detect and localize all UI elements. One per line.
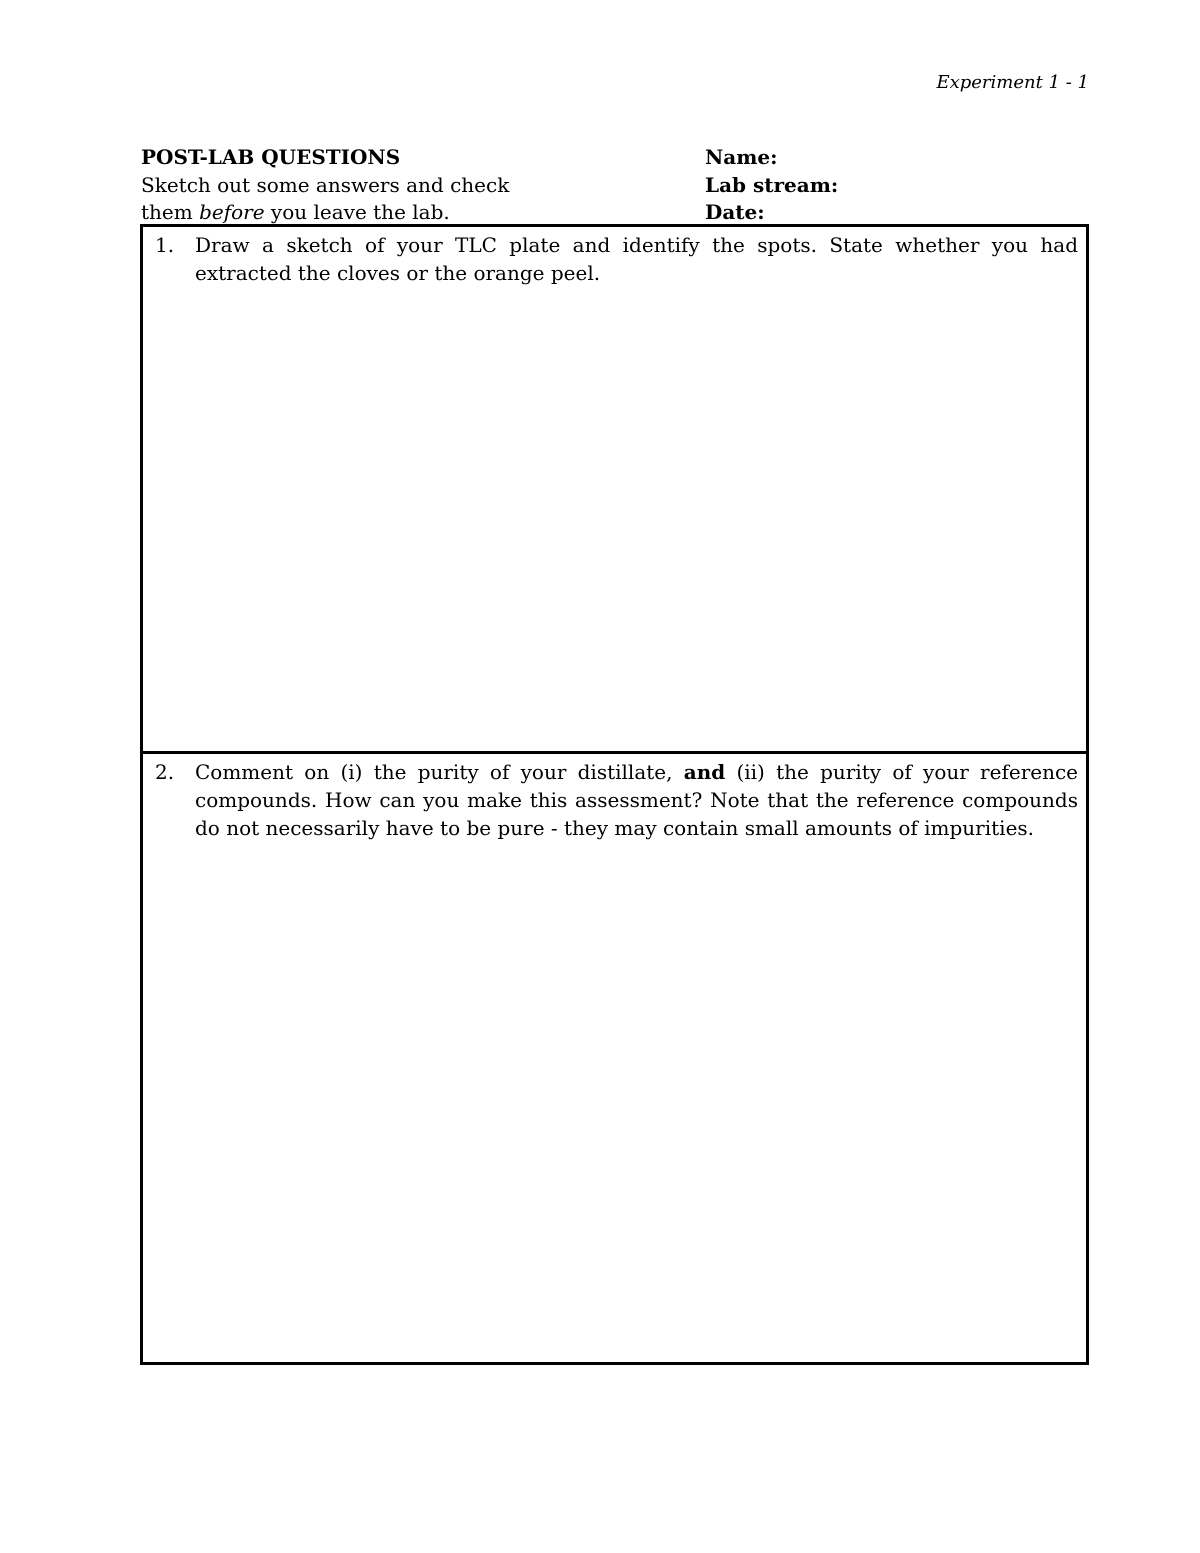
title-block [141, 144, 701, 227]
question-cell-2 [143, 754, 1086, 1362]
question-text: Draw a sketch of your TLC plate and identify the spots. State whether you had extracted the cloves or the orange peel. [195, 233, 1078, 285]
page-header: Experiment 1 - 1 [936, 72, 1089, 93]
answer-area-1[interactable] [143, 297, 1086, 751]
instructions-text: you leave the lab. [264, 200, 450, 224]
lab-stream-field-label: Lab stream: [705, 172, 839, 197]
question-number: 1. [155, 233, 175, 257]
question-number: 2. [155, 760, 175, 784]
instructions-text: them [141, 200, 200, 224]
question-text [195, 758, 1078, 842]
question-text-bold: and [683, 760, 726, 784]
page-title: POST-LAB QUESTIONS [141, 145, 401, 169]
questions-table [140, 224, 1089, 1365]
instructions-line-1: Sketch out some answers and check [141, 172, 510, 197]
name-field-label: Name: [705, 145, 778, 169]
answer-area-2[interactable] [143, 850, 1086, 1362]
date-field-label: Date: [705, 200, 765, 224]
question-cell-1 [143, 227, 1086, 754]
instructions-line-2 [141, 199, 701, 227]
question-text-part: (ii) the purity of your reference compounds. How can you make this assessment? Note that the reference compounds do not necessarily have to be pure - they may contain small amounts of impurities. [195, 760, 1079, 840]
question-text-part: Comment on (i) the purity of your distillate, [195, 760, 684, 784]
question-1 [143, 227, 1086, 287]
student-fields [705, 144, 1085, 227]
instructions-emphasis: before [199, 200, 265, 224]
question-2 [143, 754, 1086, 842]
